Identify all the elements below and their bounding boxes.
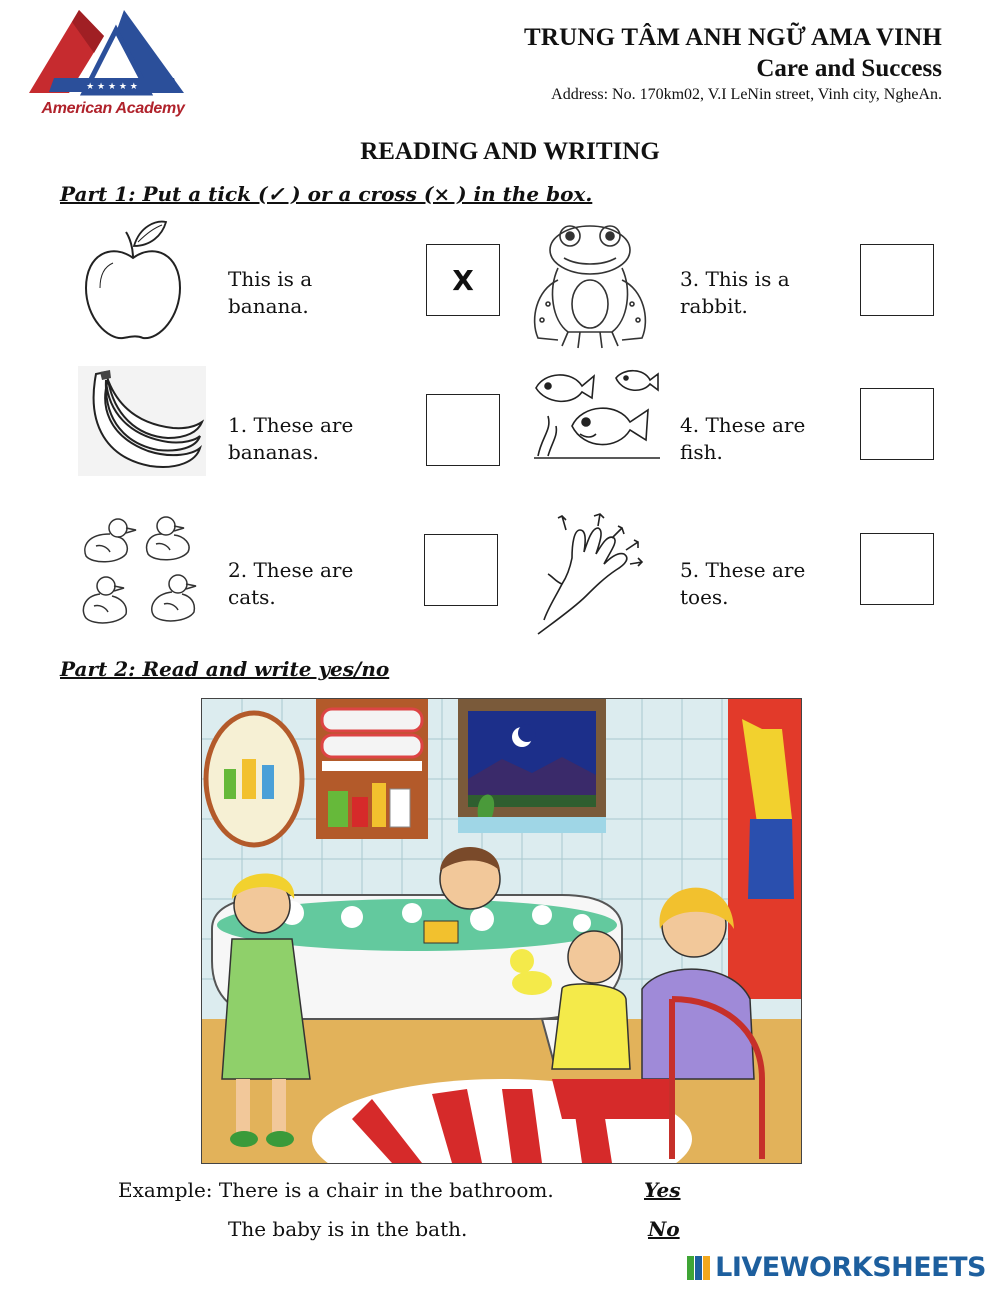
part2-heading: Part 2: Read and write yes/no	[60, 657, 390, 681]
item-1-text	[228, 412, 378, 466]
hand-picture	[534, 512, 649, 637]
liveworksheets-brand	[687, 1252, 986, 1283]
item-3-line1: 3. This is a	[680, 267, 790, 291]
ducks-picture	[76, 512, 206, 632]
item-1-line1: 1. These are	[228, 413, 354, 437]
fish-picture	[532, 366, 662, 466]
item-4-line2: fish.	[680, 440, 723, 464]
item-4-text	[680, 412, 830, 466]
american-academy-logo	[24, 8, 199, 123]
item-5-line2: toes.	[680, 585, 729, 609]
part1-heading: Part 1: Put a tick (✓ ) or a cross (× ) in the box.	[60, 182, 593, 206]
answer-box-4[interactable]	[860, 388, 934, 460]
svg-text:★ ★ ★ ★ ★: ★ ★ ★ ★ ★	[86, 82, 138, 92]
center-name: TRUNG TÂM ANH NGỮ AMA VINH	[524, 24, 942, 51]
item-example-text	[228, 266, 378, 320]
item-2-line2: cats.	[228, 585, 276, 609]
item-5-line1: 5. These are	[680, 558, 806, 582]
bananas-picture	[78, 366, 206, 476]
apple-picture	[78, 218, 188, 343]
example-answer: Yes	[644, 1178, 681, 1202]
item-3-text	[680, 266, 830, 320]
bathroom-scene-picture	[201, 698, 802, 1164]
logo-triangle-icon	[24, 8, 199, 103]
item-example-line2: banana.	[228, 294, 309, 318]
item-2-text	[228, 557, 378, 611]
logo-text: American Academy	[41, 100, 185, 117]
answer-box-example[interactable]: X	[426, 244, 500, 316]
answer-box-2[interactable]	[424, 534, 498, 606]
slogan: Care and Success	[756, 55, 942, 82]
address: Address: No. 170km02, V.I LeNin street, Vinh city, NgheAn.	[551, 86, 942, 103]
answer-box-5[interactable]	[860, 533, 934, 605]
frog-picture	[528, 220, 653, 352]
item-4-line1: 4. These are	[680, 413, 806, 437]
question-1: The baby is in the bath.	[228, 1217, 468, 1241]
answer-1[interactable]: No	[648, 1217, 680, 1241]
item-3-line2: rabbit.	[680, 294, 748, 318]
item-1-line2: bananas.	[228, 440, 319, 464]
answer-box-1[interactable]	[426, 394, 500, 466]
page-title: READING AND WRITING	[360, 138, 660, 165]
liveworksheets-text: LIVEWORKSHEETS	[715, 1252, 986, 1283]
item-5-text	[680, 557, 830, 611]
item-example-line1: This is a	[228, 267, 313, 291]
answer-box-3[interactable]	[860, 244, 934, 316]
example-question: Example: There is a chair in the bathroom.	[118, 1178, 554, 1202]
liveworksheets-logo-icon	[687, 1256, 711, 1280]
item-2-line1: 2. These are	[228, 558, 354, 582]
